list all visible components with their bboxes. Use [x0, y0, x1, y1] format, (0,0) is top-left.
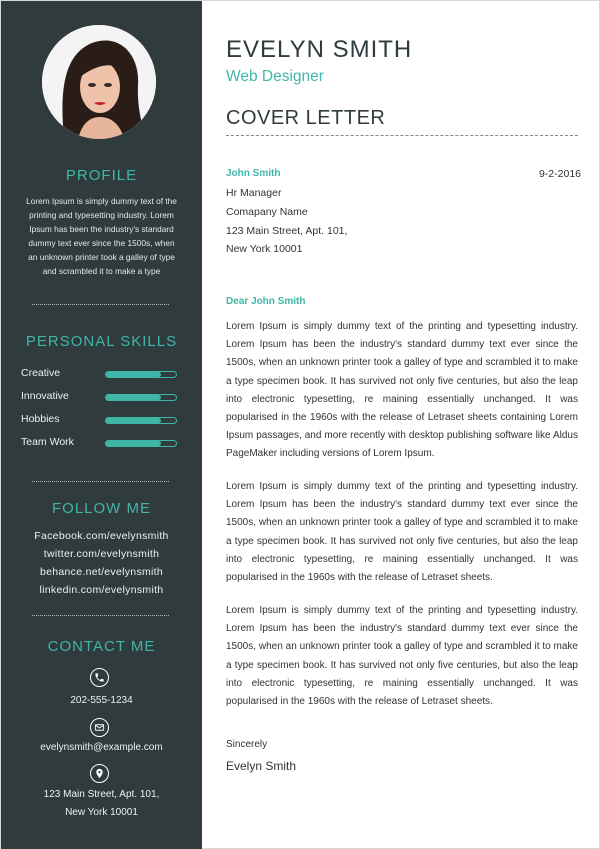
document-title: COVER LETTER	[226, 107, 386, 129]
profile-text	[15, 194, 188, 278]
profile-line: printing and typesetting industry. Lorem	[29, 210, 174, 220]
follow-heading: FOLLOW ME	[51, 500, 151, 517]
sidebar	[1, 1, 202, 849]
profile-line: Ipsum has been the industry's standard	[29, 224, 174, 234]
email-icon	[90, 718, 109, 737]
section-divider	[32, 304, 169, 305]
profile-line: Lorem Ipsum is simply dummy text of the	[26, 196, 177, 206]
skill-bar	[105, 440, 177, 447]
skill-bar-fill	[106, 418, 161, 423]
section-divider	[32, 481, 169, 482]
follow-link-linkedin[interactable]: linkedin.com/evelynsmith	[39, 584, 164, 596]
skill-row	[21, 390, 181, 404]
skills-heading: PERSONAL SKILLS	[25, 333, 178, 350]
location-pin-icon	[90, 764, 109, 783]
skill-bar	[105, 417, 177, 424]
letter-paragraph: Lorem Ipsum is simply dummy text of the printing and typesetting industry. Lorem Ipsum has been the industry's standard dummy text ever since the 1500s, when an unknown printer took a galley of type and scrambled it to make a type specimen book. It has survived not only five centuries, but also the leap into electronic typesetting, re maining essentially unchanged. It was popularised in the 1960s with the release of Letraset sheets.	[226, 605, 578, 708]
skill-label: Innovative	[21, 390, 69, 402]
signature-name: Evelyn Smith	[226, 759, 297, 773]
avatar	[42, 25, 156, 139]
closing: Sincerely	[226, 739, 268, 750]
applicant-role: Web Designer	[226, 68, 324, 85]
profile-heading: PROFILE	[65, 167, 138, 184]
recipient-line: Hr Manager	[226, 187, 282, 199]
letter-date: 9-2-2016	[538, 168, 581, 180]
letter-paragraph: Lorem Ipsum is simply dummy text of the printing and typesetting industry. Lorem Ipsum has been the industry's standard dummy text ever since the 1500s, when an unknown printer took a galley of type and scrambled it to make a type specimen book. It has survived not only five centuries, but also the leap into electronic typesetting, re maining essentially unchanged. It was popularised in the 1960s with the release of Letraset sheets containing Lorem Ipsum passages, and more recently with desktop publishing software like Aldus PageMaker including versions of Lorem Ipsum.	[226, 321, 578, 460]
follow-link-twitter[interactable]: twitter.com/evelynsmith	[43, 548, 160, 560]
skill-row	[21, 367, 181, 381]
skill-row	[21, 413, 181, 427]
recipient-line: 123 Main Street, Apt. 101,	[226, 225, 348, 237]
recipient-line: Comapany Name	[226, 206, 308, 218]
skill-label: Team Work	[21, 436, 74, 448]
recipient-line: New York 10001	[226, 243, 303, 255]
section-divider	[32, 615, 169, 616]
skill-bar	[105, 371, 177, 378]
profile-line: an unknown printer took a galley of type	[28, 252, 175, 262]
contact-phone[interactable]: 202-555-1234	[70, 695, 133, 706]
skill-label: Hobbies	[21, 413, 60, 425]
profile-line: dummy text ever since the 1500s, when	[28, 238, 175, 248]
sender-name: John Smith	[226, 168, 281, 179]
skill-row	[21, 436, 181, 450]
title-divider	[226, 135, 578, 136]
contact-address-line1: 123 Main Street, Apt. 101,	[43, 789, 160, 800]
contact-address-line2: New York 10001	[65, 807, 138, 818]
profile-line: and scrambled it to make a type	[42, 266, 161, 276]
skill-bar	[105, 394, 177, 401]
skill-bar-fill	[106, 372, 161, 377]
contact-heading: CONTACT ME	[47, 638, 156, 655]
phone-icon	[90, 668, 109, 687]
applicant-name: EVELYN SMITH	[226, 36, 413, 63]
letter-paragraph: Lorem Ipsum is simply dummy text of the printing and typesetting industry. Lorem Ipsum has been the industry's standard dummy text ever since the 1500s, when an unknown printer took a galley of type and scrambled it to make a type specimen book. It has survived not only five centuries, but also the leap into electronic typesetting, re maining essentially unchanged. It was popularised in the 1960s with the release of Letraset sheets.	[226, 481, 578, 584]
skill-bar-fill	[106, 441, 161, 446]
follow-link-facebook[interactable]: Facebook.com/evelynsmith	[34, 530, 169, 542]
profile-photo	[42, 25, 156, 139]
skill-bar-fill	[106, 395, 161, 400]
salutation: Dear John Smith	[226, 296, 306, 307]
contact-email[interactable]: evelynsmith@example.com	[40, 742, 163, 753]
skill-label: Creative	[21, 367, 61, 379]
follow-link-behance[interactable]: behance.net/evelynsmith	[39, 566, 164, 578]
